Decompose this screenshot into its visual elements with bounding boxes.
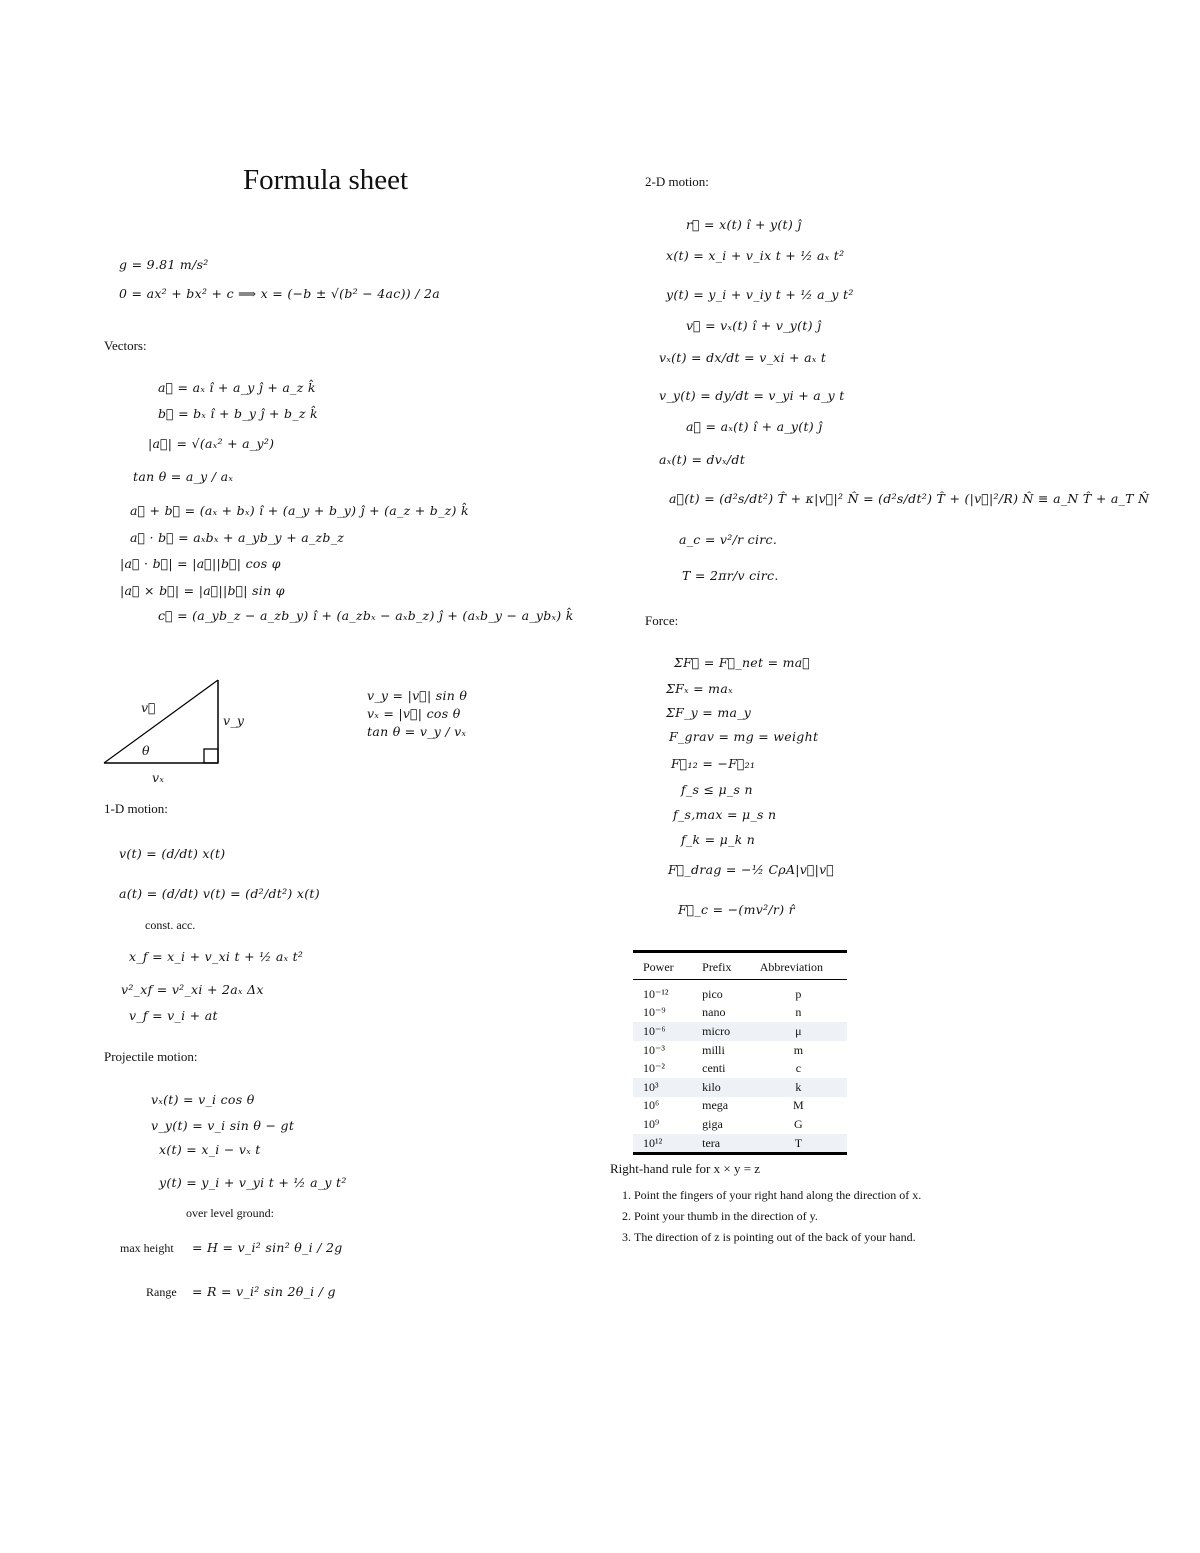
prefix-cell: tera (692, 1134, 750, 1154)
tangential-normal-acc: a⃗(t) = (d²s/dt²) T̂ + κ|v⃗|² N̂ = (d²s/dt²) T̂ + (|v⃗|²/R) N̂ ≡ a_N T̂ + a_T N̂ (669, 491, 1150, 506)
ax-of-t: aₓ(t) = dvₓ/dt (659, 452, 746, 467)
list-item: 1. Point the fingers of your right hand along the direction of x. (634, 1185, 921, 1206)
velocity-const-acc: v_f = v_i + at (129, 1008, 218, 1023)
abbreviation-cell: M (793, 1098, 804, 1113)
abbreviation-cell: p (795, 986, 802, 1001)
quadratic-formula: 0 = ax² + bx² + c ⟹ x = (−b ± √(b² − 4ac)) / 2a (119, 286, 440, 301)
triangle-base-label: vₓ (152, 770, 165, 785)
right-angle-mark (204, 749, 218, 763)
vector-sum: a⃗ + b⃗ = (aₓ + bₓ) ı̂ + (a_y + b_y) ȷ̂ + (a_z + b_z) k̂ (130, 503, 469, 518)
centripetal-force: F⃗_c = −(mv²/r) r̂ (678, 902, 795, 917)
acceleration-derivative: a(t) = (d/dt) v(t) = (d²/dt²) x(t) (119, 886, 320, 901)
max-height-eq: = H = v_i² sin² θ_i / 2g (192, 1240, 343, 1255)
force-sum-x: ΣFₓ = maₓ (666, 681, 733, 696)
triangle-tan: tan θ = v_y / vₓ (367, 724, 467, 739)
power-cell: 10⁹ (643, 1116, 660, 1131)
power-cell: 10⁻¹² (643, 986, 669, 1001)
static-friction: f_s ≤ μ_s n (681, 782, 753, 797)
prefix-cell: centi (702, 1061, 726, 1076)
list-item: 2. Point your thumb in the direction of y. (634, 1206, 921, 1227)
prefix-cell: giga (702, 1116, 723, 1131)
level-ground-note: over level ground: (186, 1206, 274, 1220)
vx-of-t: vₓ(t) = dx/dt = v_xi + aₓ t (659, 350, 827, 365)
velocity-squared: v²_xf = v²_xi + 2aₓ Δx (121, 982, 264, 997)
abbreviation-cell: c (795, 1061, 802, 1076)
acceleration-vector: a⃗ = aₓ(t) ı̂ + a_y(t) ȷ̂ (686, 419, 823, 434)
right-hand-rule-steps (612, 1185, 921, 1248)
vectors-heading: Vectors: (104, 338, 147, 353)
list-item: 3. The direction of z is pointing out of the back of your hand. (634, 1227, 921, 1248)
newton-third-law: F⃗₁₂ = −F⃗₂₁ (671, 756, 756, 771)
si-prefix-table (633, 950, 847, 1155)
abbreviation-cell: m (793, 1042, 804, 1057)
motion-2d-heading: 2-D motion: (645, 174, 709, 189)
power-cell: 10⁻⁶ (633, 1022, 692, 1041)
position-vector: r⃗ = x(t) ı̂ + y(t) ȷ̂ (686, 217, 802, 232)
table-row (633, 1059, 847, 1078)
column-header-prefix: Prefix (702, 960, 732, 974)
prefix-cell: mega (702, 1098, 729, 1113)
position-const-acc: x_f = x_i + v_xi t + ½ aₓ t² (129, 949, 304, 964)
triangle-angle-label: θ (142, 743, 150, 758)
force-heading: Force: (645, 613, 679, 628)
velocity-vector: v⃗ = vₓ(t) ı̂ + v_y(t) ȷ̂ (686, 318, 822, 333)
power-cell: 10⁻⁹ (643, 1005, 666, 1020)
force-sum-y: ΣF_y = ma_y (666, 705, 752, 720)
projectile-vy: v_y(t) = v_i sin θ − gt (151, 1118, 295, 1133)
abbreviation-cell: T (750, 1134, 847, 1154)
vy-of-t: v_y(t) = dy/dt = v_yi + a_y t (659, 388, 845, 403)
power-cell: 10¹² (633, 1134, 692, 1154)
vector-b-def: b⃗ = bₓ ı̂ + b_y ȷ̂ + b_z k̂ (158, 406, 318, 421)
range-label: Range (146, 1285, 177, 1299)
power-cell: 10⁻² (643, 1061, 665, 1076)
table-row (633, 1078, 847, 1097)
page-title: Formula sheet (243, 164, 409, 196)
abbreviation-cell: n (795, 1005, 802, 1020)
triangle-hypotenuse (104, 680, 218, 763)
velocity-triangle-diagram (100, 672, 230, 787)
vector-tan: tan θ = a_y / aₓ (133, 469, 234, 484)
velocity-derivative: v(t) = (d/dt) x(t) (119, 846, 226, 861)
dot-product: a⃗ · b⃗ = aₓbₓ + a_yb_y + a_zb_z (130, 530, 345, 545)
triangle-hyp-label: v⃗ (141, 700, 156, 715)
table-row (633, 1022, 847, 1041)
prefix-cell: micro (692, 1022, 750, 1041)
table-row (633, 980, 847, 1004)
projectile-heading: Projectile motion: (104, 1049, 198, 1064)
dot-magnitude: |a⃗ · b⃗| = |a⃗||b⃗| cos φ (120, 556, 281, 571)
table-row (633, 1134, 847, 1154)
drag-force: F⃗_drag = −½ CρA|v⃗|v⃗ (668, 862, 835, 877)
prefix-cell: pico (702, 986, 723, 1001)
vector-magnitude: |a⃗| = √(aₓ² + a_y²) (148, 436, 275, 451)
const-acc-note: const. acc. (145, 918, 196, 932)
vy-component: v_y = |v⃗| sin θ (367, 688, 468, 703)
range-eq: = R = v_i² sin 2θ_i / g (192, 1284, 336, 1299)
static-friction-max: f_s,max = μ_s n (673, 807, 777, 822)
prefix-cell: milli (702, 1042, 725, 1057)
table-header-row (633, 952, 847, 980)
newton-second-law: ΣF⃗ = F⃗_net = ma⃗ (674, 655, 811, 670)
prefix-cell: kilo (692, 1078, 750, 1097)
column-header-abbreviation: Abbreviation (759, 960, 824, 974)
period: T = 2πr/v circ. (682, 568, 779, 583)
projectile-x: x(t) = x_i − vₓ t (159, 1142, 261, 1157)
power-cell: 10³ (633, 1078, 692, 1097)
x-of-t: x(t) = x_i + v_ix t + ½ aₓ t² (666, 248, 845, 263)
vector-a-def: a⃗ = aₓ ı̂ + a_y ȷ̂ + a_z k̂ (158, 380, 316, 395)
abbreviation-cell: G (794, 1116, 803, 1131)
vx-component: vₓ = |v⃗| cos θ (367, 706, 461, 721)
table-row (633, 1115, 847, 1134)
table-row (633, 1041, 847, 1060)
abbreviation-cell: k (750, 1078, 847, 1097)
y-of-t: y(t) = y_i + v_iy t + ½ a_y t² (666, 287, 854, 302)
power-cell: 10⁻³ (643, 1042, 665, 1057)
triangle-side-label: v_y (223, 713, 245, 728)
table-row (633, 1004, 847, 1023)
gravity-constant: g = 9.81 m/s² (119, 257, 209, 272)
prefix-cell: nano (702, 1005, 726, 1020)
table-row (633, 1097, 847, 1116)
gravity-force: F_grav = mg = weight (669, 729, 819, 744)
motion-1d-heading: 1-D motion: (104, 801, 168, 816)
cross-magnitude: |a⃗ × b⃗| = |a⃗||b⃗| sin φ (120, 583, 285, 598)
centripetal-acc: a_c = v²/r circ. (679, 532, 778, 547)
power-cell: 10⁶ (643, 1098, 660, 1113)
max-height-label: max height (120, 1241, 174, 1255)
column-header-power: Power (643, 960, 674, 974)
right-hand-rule-heading: Right-hand rule for x × y = z (610, 1161, 761, 1176)
projectile-vx: vₓ(t) = v_i cos θ (151, 1092, 255, 1107)
projectile-y: y(t) = y_i + v_yi t + ½ a_y t² (159, 1175, 347, 1190)
abbreviation-cell: μ (750, 1022, 847, 1041)
cross-product: c⃗ = (a_yb_z − a_zb_y) ı̂ + (a_zbₓ − aₓb_z) ȷ̂ + (aₓb_y − a_ybₓ) k̂ (158, 608, 574, 623)
kinetic-friction: f_k = μ_k n (681, 832, 756, 847)
